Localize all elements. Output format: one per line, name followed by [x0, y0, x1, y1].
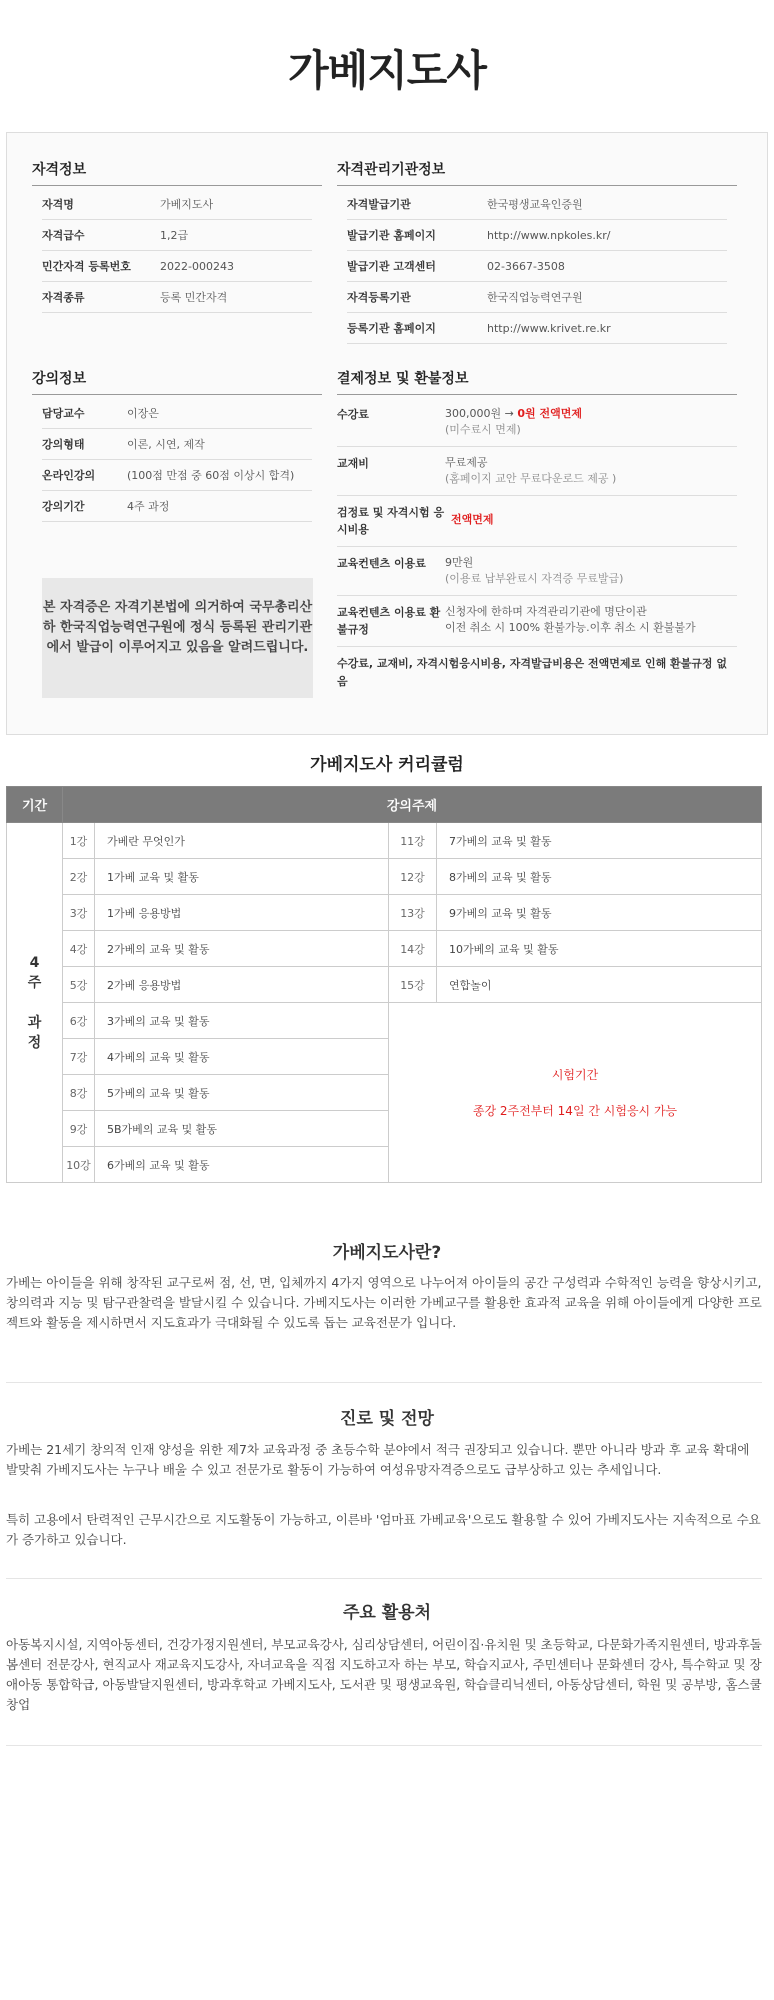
lesson-topic: 5가베의 교육 및 활동 — [95, 1075, 389, 1111]
cert-info-value: 1,2급 — [160, 229, 189, 242]
org-info-row — [347, 251, 727, 282]
table-row — [7, 931, 762, 967]
exam-fee-label: 검정료 및 자격시험 응시비용 — [337, 506, 445, 536]
exam-period-text: 종강 2주전부터 14일 간 시험응시 가능 — [472, 1103, 678, 1118]
lesson-topic: 1가베 교육 및 활동 — [95, 859, 389, 895]
lesson-number: 2강 — [63, 859, 95, 895]
notice-box: 본 자격증은 자격기본법에 의거하여 국무총리산하 한국직업능력연구원에 정식 등록된 관리기관에서 발급이 이루어지고 있음을 알려드립니다. — [42, 578, 313, 698]
org-info-value: 02-3667-3508 — [487, 259, 565, 273]
lecture-info-value: 이장은 — [127, 407, 159, 420]
lesson-topic: 연합놀이 — [437, 967, 762, 1003]
what-text: 가베는 아이들을 위해 창작된 교구로써 점, 선, 면, 입체까지 4가지 영역으로 나누어져 아이들의 공간 구성력과 수학적인 능력을 향상시키고, 창의력과 지능 및 탐구관찰력을 발달시킬 수 있습니다. 가베지도사는 이러한 가베교구를 활용한 효과적 교육을 위해 아이들에게 다양한 프로젝트와 활동을 제시하면서 지도효과가 극대화될 수 있도록 돕는 교육전문가 입니다. — [6, 1275, 762, 1330]
org-info-key: 자격등록기관 — [347, 291, 411, 304]
lesson-topic: 5B가베의 교육 및 활동 — [95, 1111, 389, 1147]
lecture-info-value: 이론, 시연, 제작 — [127, 438, 205, 451]
lecture-info-key: 담당교수 — [42, 407, 85, 420]
table-row — [7, 895, 762, 931]
period-text: 주 — [27, 974, 42, 991]
fee-free-badge: 0원 전액면제 — [517, 407, 582, 420]
cert-info-value: 등록 민간자격 — [160, 291, 228, 304]
exam-fee-value: 전액면제 — [451, 513, 494, 526]
info-box — [6, 132, 768, 735]
registrar-homepage-link[interactable]: http://www.krivet.re.kr — [487, 321, 611, 335]
content-fee-sub: (이용료 납부완료시 자격증 무료발급) — [445, 572, 624, 585]
page-title: 가베지도사 — [288, 46, 486, 95]
pay-info-table — [337, 398, 737, 691]
org-info-table — [347, 189, 727, 344]
content-fee-row — [337, 547, 737, 596]
lecture-info-row — [42, 429, 312, 460]
period-text: 4 — [29, 954, 40, 971]
fee-row — [337, 398, 737, 447]
col-period-header: 기간 — [7, 787, 63, 823]
refund-value-box — [445, 604, 696, 638]
exam-period-cell — [389, 1003, 762, 1183]
org-info-key: 등록기관 홈페이지 — [347, 322, 436, 335]
fee-value — [445, 406, 582, 438]
org-info-value: 한국평생교육인증원 — [487, 198, 583, 211]
curriculum-title: 가베지도사 커리큘럼 — [310, 755, 464, 775]
refund-row — [337, 596, 737, 647]
cert-info-value: 가베지도사 — [160, 198, 214, 211]
refund-label: 교육컨텐츠 이용료 환불규정 — [337, 606, 441, 636]
lesson-topic: 10가베의 교육 및 활동 — [437, 931, 762, 967]
table-row — [7, 1003, 762, 1039]
period-text: 정 — [27, 1034, 42, 1051]
lesson-topic: 7가베의 교육 및 활동 — [437, 823, 762, 859]
cert-info-value: 2022-000243 — [160, 259, 234, 273]
career-heading: 진로 및 전망 — [340, 1409, 434, 1429]
col-subject-header: 강의주제 — [63, 787, 762, 823]
cert-info-heading: 자격정보 — [32, 159, 322, 186]
material-value: 무료제공 — [445, 456, 488, 469]
career-text-2: 특히 고용에서 탄력적인 근무시간으로 지도활동이 가능하고, 이른바 '엄마표 가베교육'으로도 활용할 수 있어 가베지도사는 지속적으로 수요가 증가하고 있습니다. — [6, 1512, 761, 1547]
org-info-key: 발급기관 홈페이지 — [347, 229, 436, 242]
org-info-key: 발급기관 고객센터 — [347, 260, 436, 273]
org-info-row — [347, 189, 727, 220]
cert-info-row — [42, 189, 312, 220]
lesson-topic: 2가베의 교육 및 활동 — [95, 931, 389, 967]
cert-info-row — [42, 282, 312, 313]
lesson-number: 12강 — [389, 859, 437, 895]
lesson-number: 15강 — [389, 967, 437, 1003]
divider — [6, 1745, 762, 1746]
arrow-icon: → — [504, 407, 514, 420]
lesson-number: 14강 — [389, 931, 437, 967]
refund-note: 수강료, 교재비, 자격시험응시비용, 자격발급비용은 전액면제로 인해 환불규정 없음 — [337, 657, 727, 688]
org-info-heading: 자격관리기관정보 — [337, 159, 737, 186]
exam-fee-value-box — [445, 504, 494, 538]
material-value-box — [445, 455, 616, 487]
content-fee-value: 9만원 — [445, 556, 474, 569]
divider — [6, 1578, 762, 1579]
org-info-row — [347, 313, 727, 344]
lecture-info-key: 강의형태 — [42, 438, 85, 451]
lesson-topic: 3가베의 교육 및 활동 — [95, 1003, 389, 1039]
table-row — [7, 823, 762, 859]
org-info-row — [347, 220, 727, 251]
lesson-topic: 4가베의 교육 및 활동 — [95, 1039, 389, 1075]
lesson-number: 13강 — [389, 895, 437, 931]
fee-label: 수강료 — [337, 408, 369, 421]
material-row — [337, 447, 737, 496]
org-info-value: 한국직업능력연구원 — [487, 291, 583, 304]
org-info-row — [347, 282, 727, 313]
lesson-topic: 2가베 응용방법 — [95, 967, 389, 1003]
what-heading: 가베지도사란? — [332, 1243, 442, 1263]
lecture-info-row — [42, 460, 312, 491]
table-row — [7, 967, 762, 1003]
content-fee-value-box — [445, 555, 623, 587]
lesson-topic: 9가베의 교육 및 활동 — [437, 895, 762, 931]
lesson-number: 11강 — [389, 823, 437, 859]
usage-text: 아동복지시설, 지역아동센터, 건강가정지원센터, 부모교육강사, 심리상담센터, 어린이집·유치원 및 초등학교, 다문화가족지원센터, 방과후돌봄센터 전문강사, 현직교사 재교육지도강사, 자녀교육을 직접 지도하고자 하는 부모, 학습지교사, 주민센터나 문화센터 강사, 특수학교 및 장애아동 통합학급, 아동발달지원센터, 방과후학교 가베지도사, 도서관 및 평생교육원, 학습클리닉센터, 아동상담센터, 학원 및 공부방, 홈스쿨창업 — [6, 1637, 762, 1712]
lecture-info-key: 강의기간 — [42, 500, 85, 513]
refund-line: 이전 취소 시 100% 환불가능.이후 취소 시 환불불가 — [445, 621, 696, 634]
refund-line: 신청자에 한하며 자격관리기관에 명단이관 — [445, 605, 647, 618]
lesson-number: 10강 — [63, 1147, 95, 1183]
table-row — [7, 859, 762, 895]
curriculum-table — [6, 786, 762, 1183]
lesson-topic: 1가베 응용방법 — [95, 895, 389, 931]
lecture-info-key: 온라인강의 — [42, 469, 96, 482]
org-info-key: 자격발급기관 — [347, 198, 411, 211]
lesson-number: 7강 — [63, 1039, 95, 1075]
cert-info-key: 자격명 — [42, 198, 74, 211]
period-cell — [7, 823, 63, 1183]
lesson-number: 1강 — [63, 823, 95, 859]
material-label: 교재비 — [337, 457, 369, 470]
lecture-info-value: (100점 만점 중 60점 이상시 합격) — [127, 469, 295, 482]
lecture-info-row — [42, 491, 312, 522]
lecture-info-value: 4주 과정 — [127, 500, 170, 513]
career-text-1: 가베는 21세기 창의적 인재 양성을 위한 제7차 교육과정 중 초등수학 분야에서 적극 권장되고 있습니다. 뿐만 아니라 방과 후 교육 확대에 발맞춰 가베지도사는 누구나 배울 수 있고 전문가로 활동이 가능하여 여성유망자격증으로도 급부상하고 있는 추세입니다. — [6, 1442, 750, 1477]
pay-info-heading: 결제정보 및 환불정보 — [337, 368, 737, 395]
fee-price: 300,000원 — [445, 407, 502, 420]
exam-period-title: 시험기간 — [551, 1067, 599, 1082]
lesson-number: 5강 — [63, 967, 95, 1003]
cert-info-key: 자격종류 — [42, 291, 85, 304]
lesson-topic: 6가베의 교육 및 활동 — [95, 1147, 389, 1183]
lecture-info-row — [42, 398, 312, 429]
lesson-number: 9강 — [63, 1111, 95, 1147]
lecture-info-heading: 강의정보 — [32, 368, 322, 395]
material-sub: (홈페이지 교안 무료다운로드 제공 ) — [445, 472, 617, 485]
lesson-topic: 8가베의 교육 및 활동 — [437, 859, 762, 895]
cert-info-row — [42, 220, 312, 251]
cert-info-row — [42, 251, 312, 282]
period-text: 과 — [27, 1014, 42, 1031]
content-fee-label: 교육컨텐츠 이용료 — [337, 557, 426, 570]
lesson-number: 3강 — [63, 895, 95, 931]
divider — [6, 1382, 762, 1383]
issuer-homepage-link[interactable]: http://www.npkoles.kr/ — [487, 228, 611, 242]
cert-info-key: 자격급수 — [42, 229, 85, 242]
cert-info-table — [42, 189, 312, 313]
lesson-number: 8강 — [63, 1075, 95, 1111]
usage-heading: 주요 활용처 — [342, 1603, 432, 1623]
lesson-topic: 가베란 무엇인가 — [95, 823, 389, 859]
fee-sub: (미수료시 면제) — [445, 423, 521, 436]
lecture-info-table — [42, 398, 312, 522]
lesson-number: 4강 — [63, 931, 95, 967]
cert-info-key: 민간자격 등록번호 — [42, 260, 131, 273]
lesson-number: 6강 — [63, 1003, 95, 1039]
exam-fee-row — [337, 496, 737, 547]
